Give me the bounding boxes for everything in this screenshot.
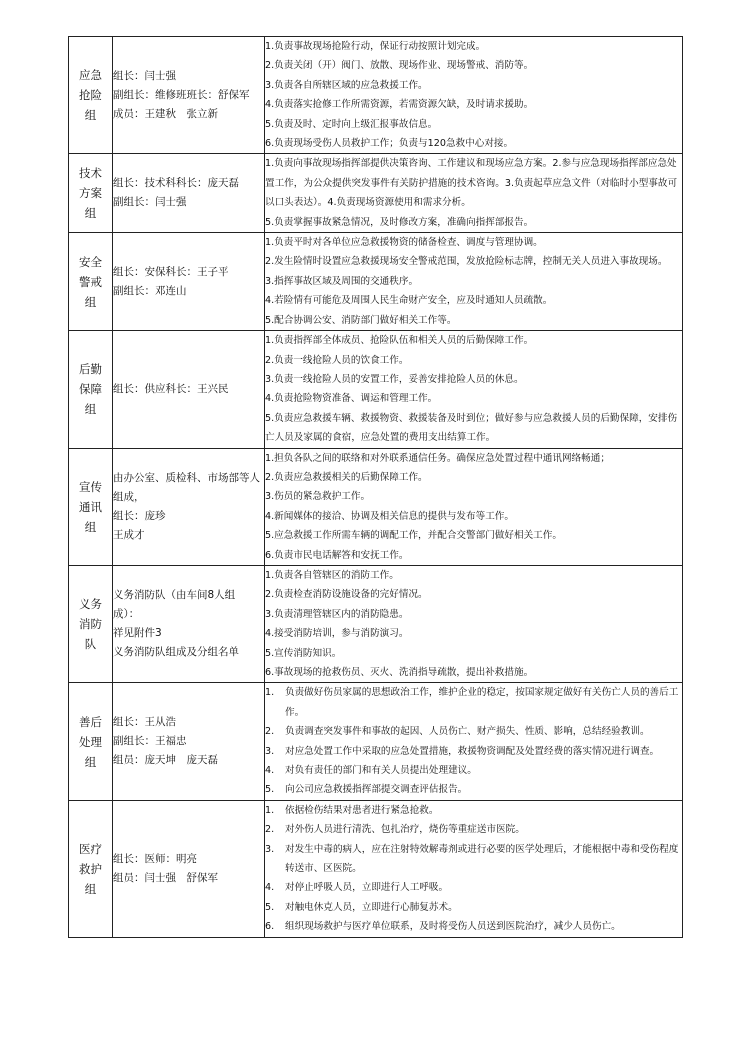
group-leaders-cell — [113, 37, 265, 154]
group-tasks-cell — [265, 565, 683, 682]
group-tasks-cell — [265, 37, 683, 154]
task-item: 5.宣传消防知识。 — [265, 647, 342, 659]
leader-line: 组长：闫士强 — [113, 69, 176, 82]
leader-line: 王成才 — [113, 528, 145, 541]
task-item — [265, 820, 682, 839]
task-text: 依据检伤结果对患者进行紧急抢救。 — [285, 804, 439, 816]
task-item: 4.接受消防培训，参与消防演习。 — [265, 628, 409, 640]
leader-line: 组长：安保科长：王子平 — [113, 265, 229, 278]
group-name: 宣传通讯组 — [79, 479, 102, 534]
table-row — [69, 800, 683, 937]
task-item: 2.负责应急救援相关的后勤保障工作。 — [265, 471, 428, 483]
leader-line: 组长：庞珍 — [113, 509, 166, 522]
group-tasks-cell — [265, 331, 683, 448]
group-tasks-cell — [265, 233, 683, 331]
task-number: 6. — [265, 921, 275, 933]
leader-line: 组长：医师：明亮 — [113, 852, 197, 865]
task-number: 4. — [265, 765, 275, 777]
task-text: 对应急处置工作中采取的应急处置措施，救援物资调配及处置经费的落实情况进行调查。 — [285, 745, 660, 757]
group-name-cell — [69, 683, 113, 800]
leader-line: 副组长：邓连山 — [113, 284, 187, 297]
task-item — [265, 840, 682, 879]
table-row — [69, 331, 683, 448]
table-row — [69, 448, 683, 565]
leader-line: 成员：王建秋 张立新 — [113, 107, 218, 120]
group-leaders-cell — [113, 233, 265, 331]
task-item — [265, 780, 682, 799]
task-item: 3.负责清理管辖区内的消防隐患。 — [265, 608, 409, 620]
task-number: 5. — [265, 784, 275, 796]
task-item: 1.负责各自管辖区的消防工作。 — [265, 569, 399, 581]
task-item: 6.负责市民电话解答和安抚工作。 — [265, 549, 409, 561]
leader-line: 组长：供应科长：王兴民 — [113, 382, 229, 395]
leader-line: 副组长：维修班班长：舒保军 — [113, 88, 250, 101]
group-leaders-cell — [113, 800, 265, 937]
task-item: 6.负责现场受伤人员救护工作；负责与120急救中心对接。 — [265, 138, 514, 150]
group-name: 安全警戒组 — [79, 254, 102, 309]
task-item: 3.负责各自所辖区域的应急救援工作。 — [265, 79, 428, 91]
leader-line: 副组长：王福忠 — [113, 735, 187, 748]
group-name-cell — [69, 37, 113, 154]
task-item: 3.指挥事故区域及周围的交通秩序。 — [265, 275, 419, 287]
task-item: 1.负责事故现场抢险行动，保证行动按照计划完成。 — [265, 41, 486, 52]
task-item: 1.负责指挥部全体成员、抢险队伍和相关人员的后勤保障工作。 — [265, 335, 534, 347]
task-item: 2.发生险情时设置应急救援现场安全警戒范围，发放抢险标志牌，控制无关人员进入事故现场。 — [265, 256, 668, 268]
task-item: 5.负责掌握事故紧急情况，及时修改方案，准确向指挥部报告。 — [265, 216, 534, 228]
task-item — [265, 761, 682, 780]
group-name-cell — [69, 233, 113, 331]
task-item — [265, 801, 682, 820]
group-name: 后勤保障组 — [79, 362, 102, 417]
leader-line: 组员：闫士强 舒保军 — [113, 871, 218, 884]
task-number: 2. — [265, 726, 275, 738]
task-item: 2.负责关闭（开）阀门、放散、现场作业、现场警戒、消防等。 — [265, 60, 534, 72]
task-item: 4.负责抢险物资准备、调运和管理工作。 — [265, 393, 438, 405]
task-number: 3. — [265, 745, 275, 757]
leader-line: 由办公室、质检科、市场部等人组成， — [113, 471, 260, 503]
task-item: 2.负责检查消防设施设备的完好情况。 — [265, 589, 428, 601]
leader-line: 义务消防队（由车间8人组成）： — [113, 589, 236, 621]
task-item: 2.负责一线抢险人员的饮食工作。 — [265, 354, 409, 366]
group-name: 义务消防队 — [79, 597, 102, 652]
task-item — [265, 742, 682, 761]
table-row — [69, 37, 683, 154]
group-name-cell — [69, 448, 113, 565]
task-text: 向公司应急救援指挥部提交调查评估报告。 — [285, 784, 468, 796]
group-leaders-cell — [113, 565, 265, 682]
task-item: 5.配合协调公安、消防部门做好相关工作等。 — [265, 314, 457, 326]
leader-line: 祥见附件3 — [113, 627, 162, 640]
leader-line: 组长：技术科科长：庞天磊 — [113, 177, 239, 190]
task-text: 对负有责任的部门和有关人员提出处理建议。 — [285, 765, 477, 777]
group-tasks-cell — [265, 683, 683, 800]
task-number: 5. — [265, 901, 275, 913]
task-item: 3.负责一线抢险人员的安置工作，妥善安排抢险人员的休息。 — [265, 373, 524, 385]
task-number: 1. — [265, 804, 275, 816]
task-text: 对发生中毒的病人，应在注射特效解毒剂或进行必要的医学处理后，才能根据中毒和受伤程度转送市、区医院。 — [285, 843, 679, 875]
responsibility-table — [68, 36, 683, 938]
task-item — [265, 917, 682, 936]
task-item — [265, 898, 682, 917]
group-leaders-cell — [113, 448, 265, 565]
task-item: 5.负责及时、定时向上级汇报事故信息。 — [265, 118, 438, 130]
table-row — [69, 154, 683, 233]
group-tasks-cell — [265, 154, 683, 233]
task-item: 4.负责落实抢修工作所需资源，若需资源欠缺，及时请求援助。 — [265, 99, 534, 111]
group-name: 应急抢险组 — [79, 68, 102, 123]
task-item: 1.负责向事故现场指挥部提供决策咨询、工作建议和现场应急方案。2.参与应急现场指挥部应急处置工作，为公众提供突发事件有关防护措施的技术咨询。3.负责起草应急文件（对临时小型事故可以口头表达）。4.负责现场资源使用和需求分析。 — [265, 158, 678, 209]
task-number: 2. — [265, 824, 275, 836]
task-item: 3.伤员的紧急救护工作。 — [265, 491, 371, 503]
task-text: 负责调查突发事件和事故的起因、人员伤亡、财产损失、性质、影响，总结经验教训。 — [285, 726, 650, 738]
task-item — [265, 683, 682, 722]
task-number: 4. — [265, 882, 275, 894]
group-name-cell — [69, 800, 113, 937]
task-item: 4.若险情有可能危及周围人民生命财产安全，应及时通知人员疏散。 — [265, 295, 553, 307]
leader-line: 组长：王从浩 — [113, 716, 176, 729]
task-text: 负责做好伤员家属的思想政治工作，维护企业的稳定，按国家规定做好有关伤亡人员的善后工作。 — [285, 687, 679, 718]
task-item: 1.担负各队之间的联络和对外联系通信任务。确保应急处置过程中通讯网络畅通； — [265, 452, 610, 464]
leader-line: 组员：庞天坤 庞天磊 — [113, 754, 218, 767]
leader-line: 义务消防队组成及分组名单 — [113, 646, 239, 659]
group-tasks-cell — [265, 448, 683, 565]
group-name: 医疗救护组 — [79, 841, 102, 896]
group-leaders-cell — [113, 154, 265, 233]
group-name-cell — [69, 154, 113, 233]
task-item: 1.负责平时对各单位应急救援物资的储备检查、调度与管理协调。 — [265, 237, 543, 249]
group-name: 技术方案组 — [79, 166, 102, 221]
leader-line: 副组长：闫士强 — [113, 196, 187, 209]
task-number: 1. — [265, 687, 275, 699]
task-item: 4.新闻媒体的接洽、协调及相关信息的提供与发布等工作。 — [265, 510, 514, 522]
task-item — [265, 878, 682, 897]
task-item — [265, 722, 682, 741]
group-name-cell — [69, 565, 113, 682]
task-item: 5.负责应急救援车辆、救援物资、救援装备及时到位；做好参与应急救援人员的后勤保障，安排伤亡人员及家属的食宿，应急处置的费用支出结算工作。 — [265, 412, 678, 444]
task-item: 5.应急救援工作所需车辆的调配工作，并配合交警部门做好相关工作。 — [265, 530, 562, 542]
task-item: 6.事故现场的抢救伤员、灭火、洗消指导疏散，提出补救措施。 — [265, 667, 534, 678]
task-text: 对停止呼吸人员，立即进行人工呼吸。 — [285, 882, 449, 894]
table-row — [69, 683, 683, 800]
task-text: 对外伤人员进行清洗、包扎治疗，烧伤等重症送市医院。 — [285, 824, 525, 836]
group-leaders-cell — [113, 683, 265, 800]
group-tasks-cell — [265, 800, 683, 937]
group-name: 善后处理组 — [79, 714, 102, 769]
task-text: 对触电休克人员，立即进行心肺复苏术。 — [285, 901, 458, 913]
task-number: 3. — [265, 843, 275, 855]
table-row — [69, 565, 683, 682]
table-row — [69, 233, 683, 331]
task-text: 组织现场救护与医疗单位联系，及时将受伤人员送到医院治疗，减少人员伤亡。 — [285, 921, 621, 933]
group-leaders-cell — [113, 331, 265, 448]
group-name-cell — [69, 331, 113, 448]
